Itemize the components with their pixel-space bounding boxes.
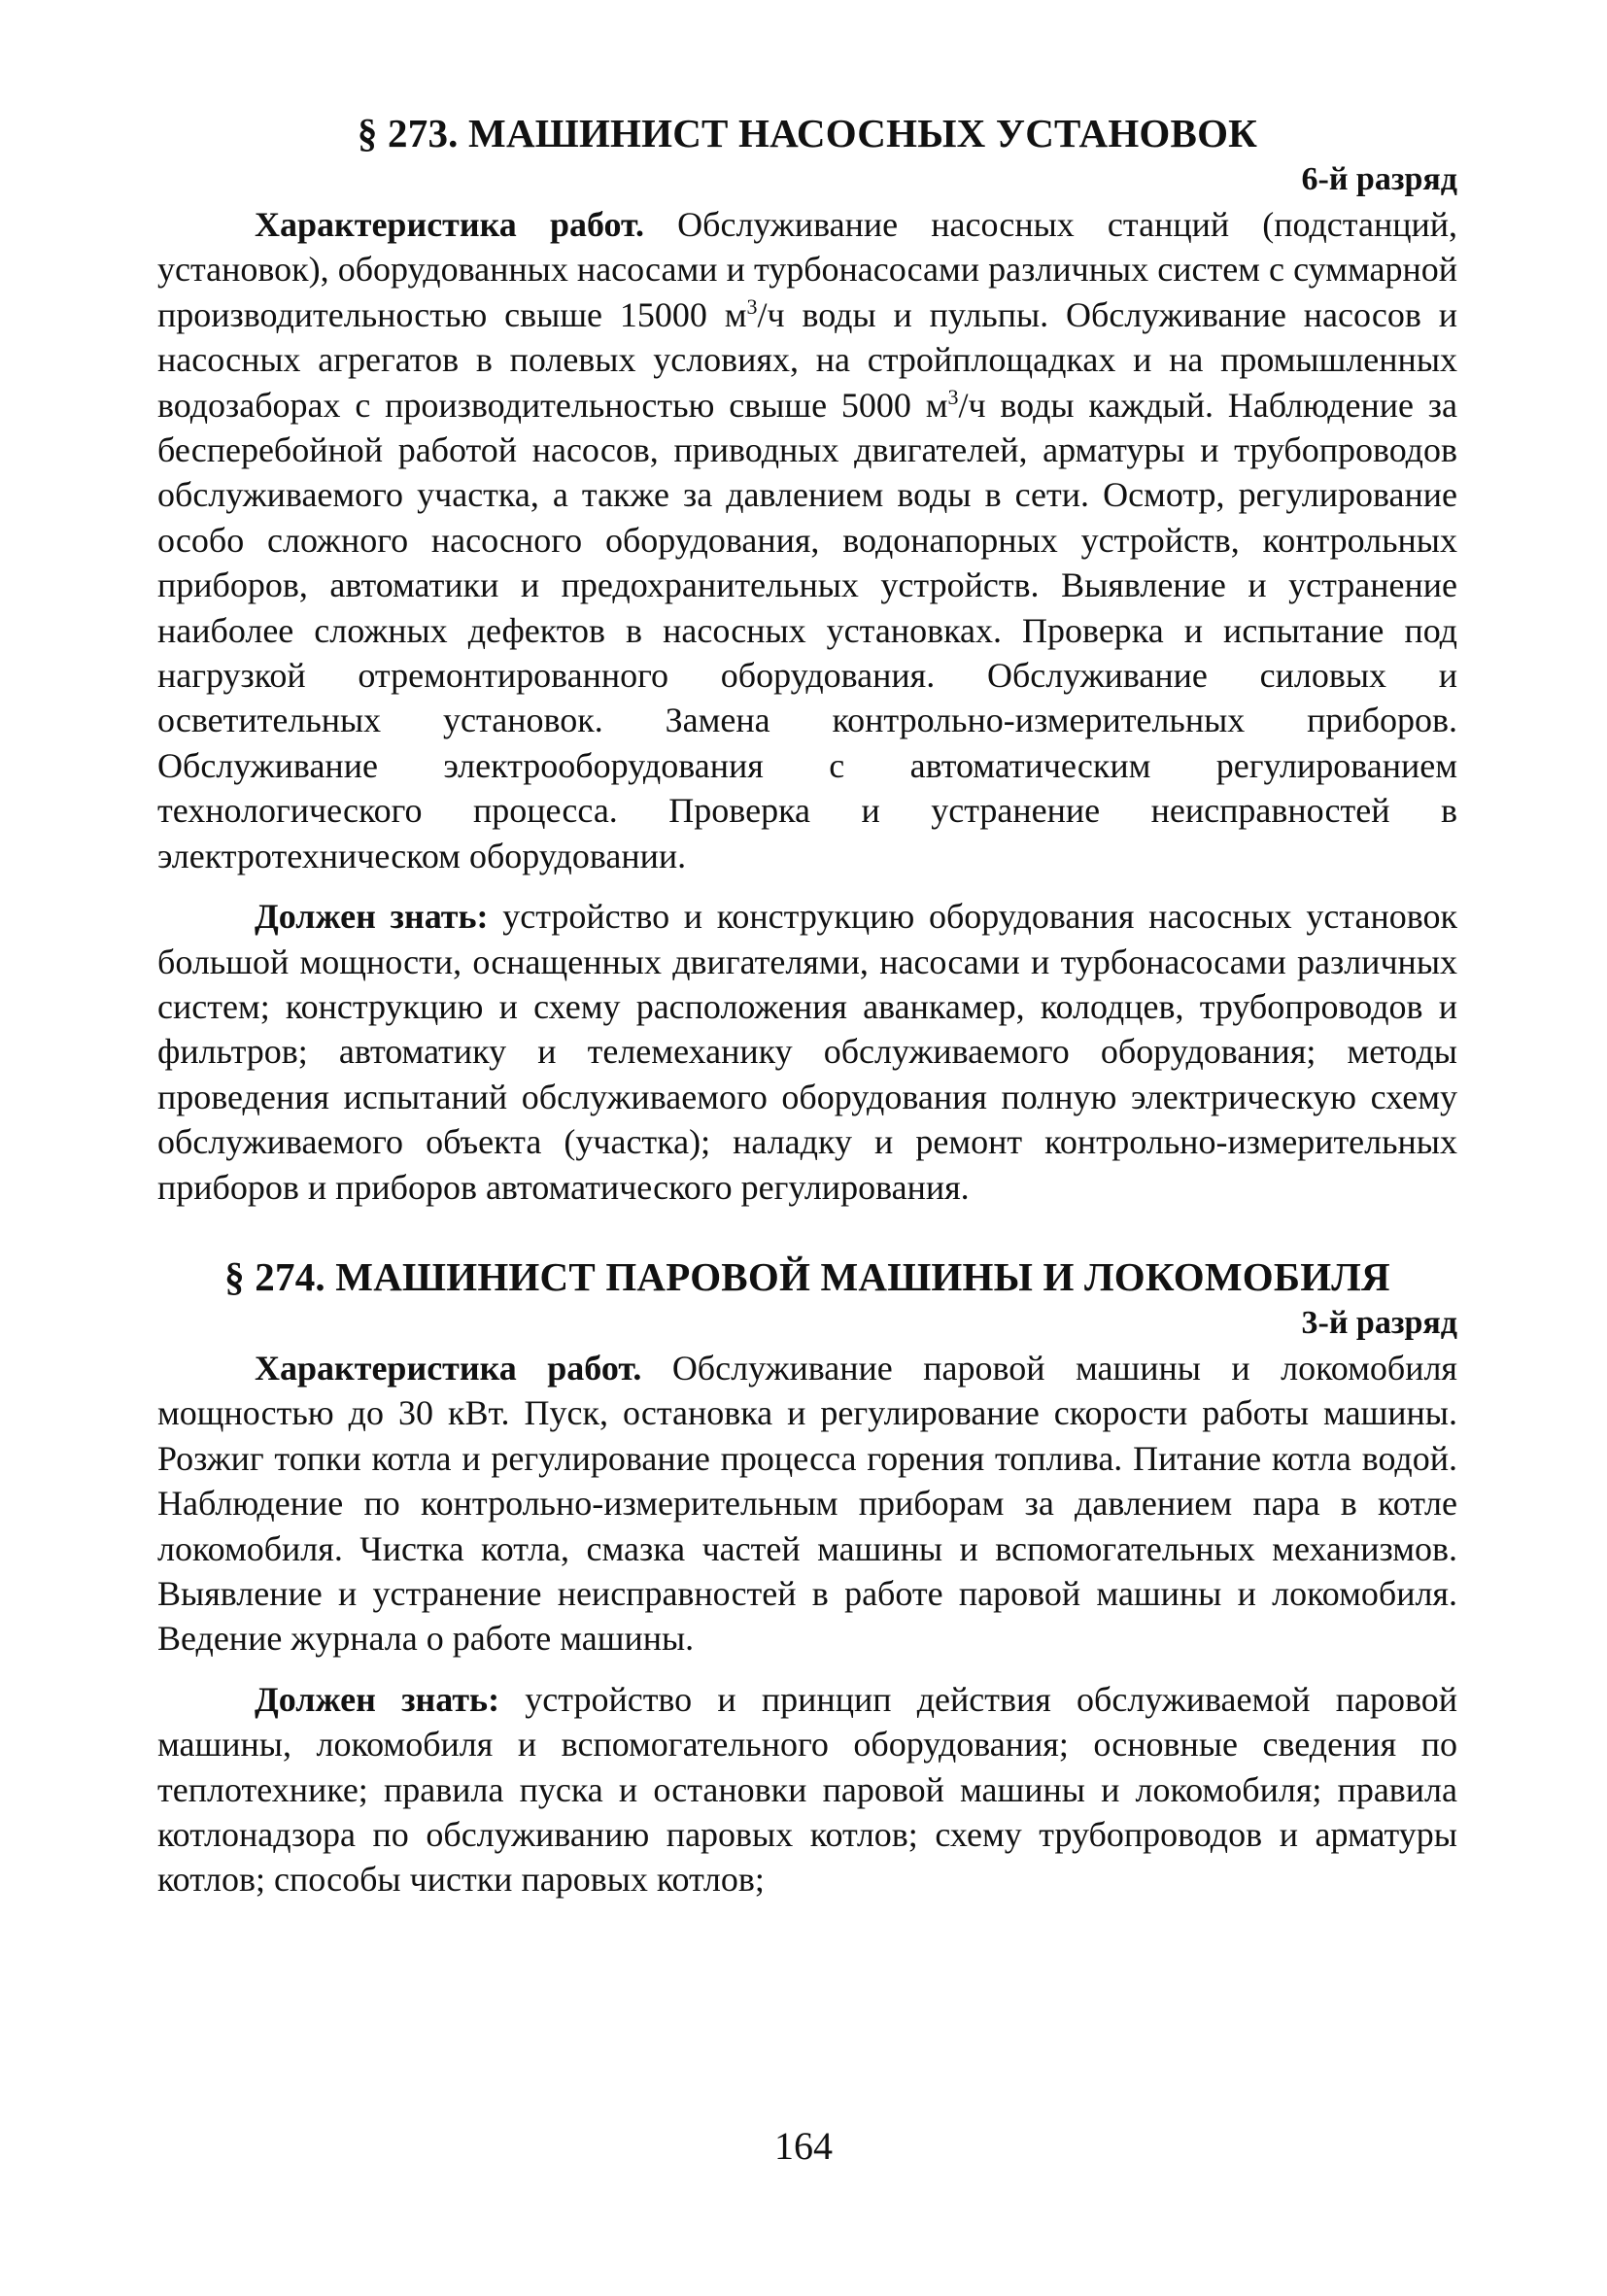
section-title: § 274. МАШИНИСТ ПАРОВОЙ МАШИНЫ И ЛОКОМОБИЛЯ (224, 1253, 1390, 1299)
must-know-paragraph (157, 1677, 1457, 1902)
page-number: 164 (774, 2124, 833, 2168)
work-characteristics-label: Характеристика работ. (255, 1348, 642, 1388)
superscript: 3 (947, 384, 959, 409)
must-know-paragraph (157, 894, 1457, 1210)
must-know-label: Должен знать: (255, 897, 489, 937)
work-characteristics-text: /ч воды и пульпы. Обслуживание насосов и насосных агрегатов в полевых условиях, на стройплощадках и на промышленных водозаборах с производительностью свыше 5000 м (157, 294, 1457, 425)
grade-label: 3-й разряд (1301, 1304, 1457, 1341)
work-characteristics-paragraph (157, 202, 1457, 878)
work-characteristics-label: Характеристика работ. (255, 205, 644, 244)
work-characteristics-paragraph (157, 1346, 1457, 1662)
grade-label: 6-й разряд (1301, 161, 1457, 197)
must-know-text: устройство и принцип действия обслуживаемой паровой машины, локомобиля и вспомогательного оборудования; основные сведения по теплотехнике; правила пуска и остановки паровой машины и локомобиля; правила котлонадзора по обслуживанию паровых котлов; схему трубопроводов и арматуры котлов; способы чистки паровых котлов; (157, 1679, 1458, 1900)
work-characteristics-text: /ч воды каждый. Наблюдение за бесперебойной работой насосов, приводных двигателей, арматуры и трубопроводов обслуживаемого участка, а также за давлением воды в сети. Осмотр, регулирование особо сложного насосного оборудования, водонапорных устройств, контрольных приборов, автоматики и предохранительных устройств. Выявление и устранение наиболее сложных дефектов в насосных установках. Проверка и испытание под нагрузкой отремонтированного оборудования. Обслуживание силовых и осветительных установок. Замена контрольно-измерительных приборов. Обслуживание электрооборудования с автоматическим регулированием технологического процесса. Проверка и устранение неисправностей в электротехническом оборудовании. (157, 385, 1458, 875)
must-know-label: Должен знать: (255, 1679, 500, 1719)
superscript: 3 (746, 293, 758, 319)
section-273 (157, 109, 1457, 1210)
document-page (157, 109, 1457, 1902)
section-274 (157, 1252, 1457, 1902)
must-know-text: устройство и конструкцию оборудования насосных установок большой мощности, оснащенных двигателями, насосами и турбонасосами различных систем; конструкцию и схему расположения аванкамер, колодцев, трубопроводов и фильтров; автоматику и телемеханику обслуживаемого оборудования; методы проведения испытаний обслуживаемого оборудования полную электрическую схему обслуживаемого объекта (участка); наладку и ремонт контрольно-измерительных приборов и приборов автоматического регулирования. (157, 897, 1458, 1207)
section-title: § 273. МАШИНИСТ НАСОСНЫХ УСТАНОВОК (357, 111, 1258, 155)
work-characteristics-text: Обслуживание насосных станций (подстанций, установок), оборудованных насосами и турбонасосами различных систем с суммарной производительностью свыше 15000 м (157, 205, 1458, 334)
work-characteristics-text: Обслуживание паровой машины и локомобиля мощностью до 30 кВт. Пуск, остановка и регулирование скорости работы машины. Розжиг топки котла и регулирование процесса горения топлива. Питание котла водой. Наблюдение по контрольно-измерительным приборам за давлением пара в котле локомобиля. Чистка котла, смазка частей машины и вспомогательных механизмов. Выявление и устранение неисправностей в работе паровой машины и локомобиля. Ведение журнала о работе машины. (157, 1348, 1457, 1659)
